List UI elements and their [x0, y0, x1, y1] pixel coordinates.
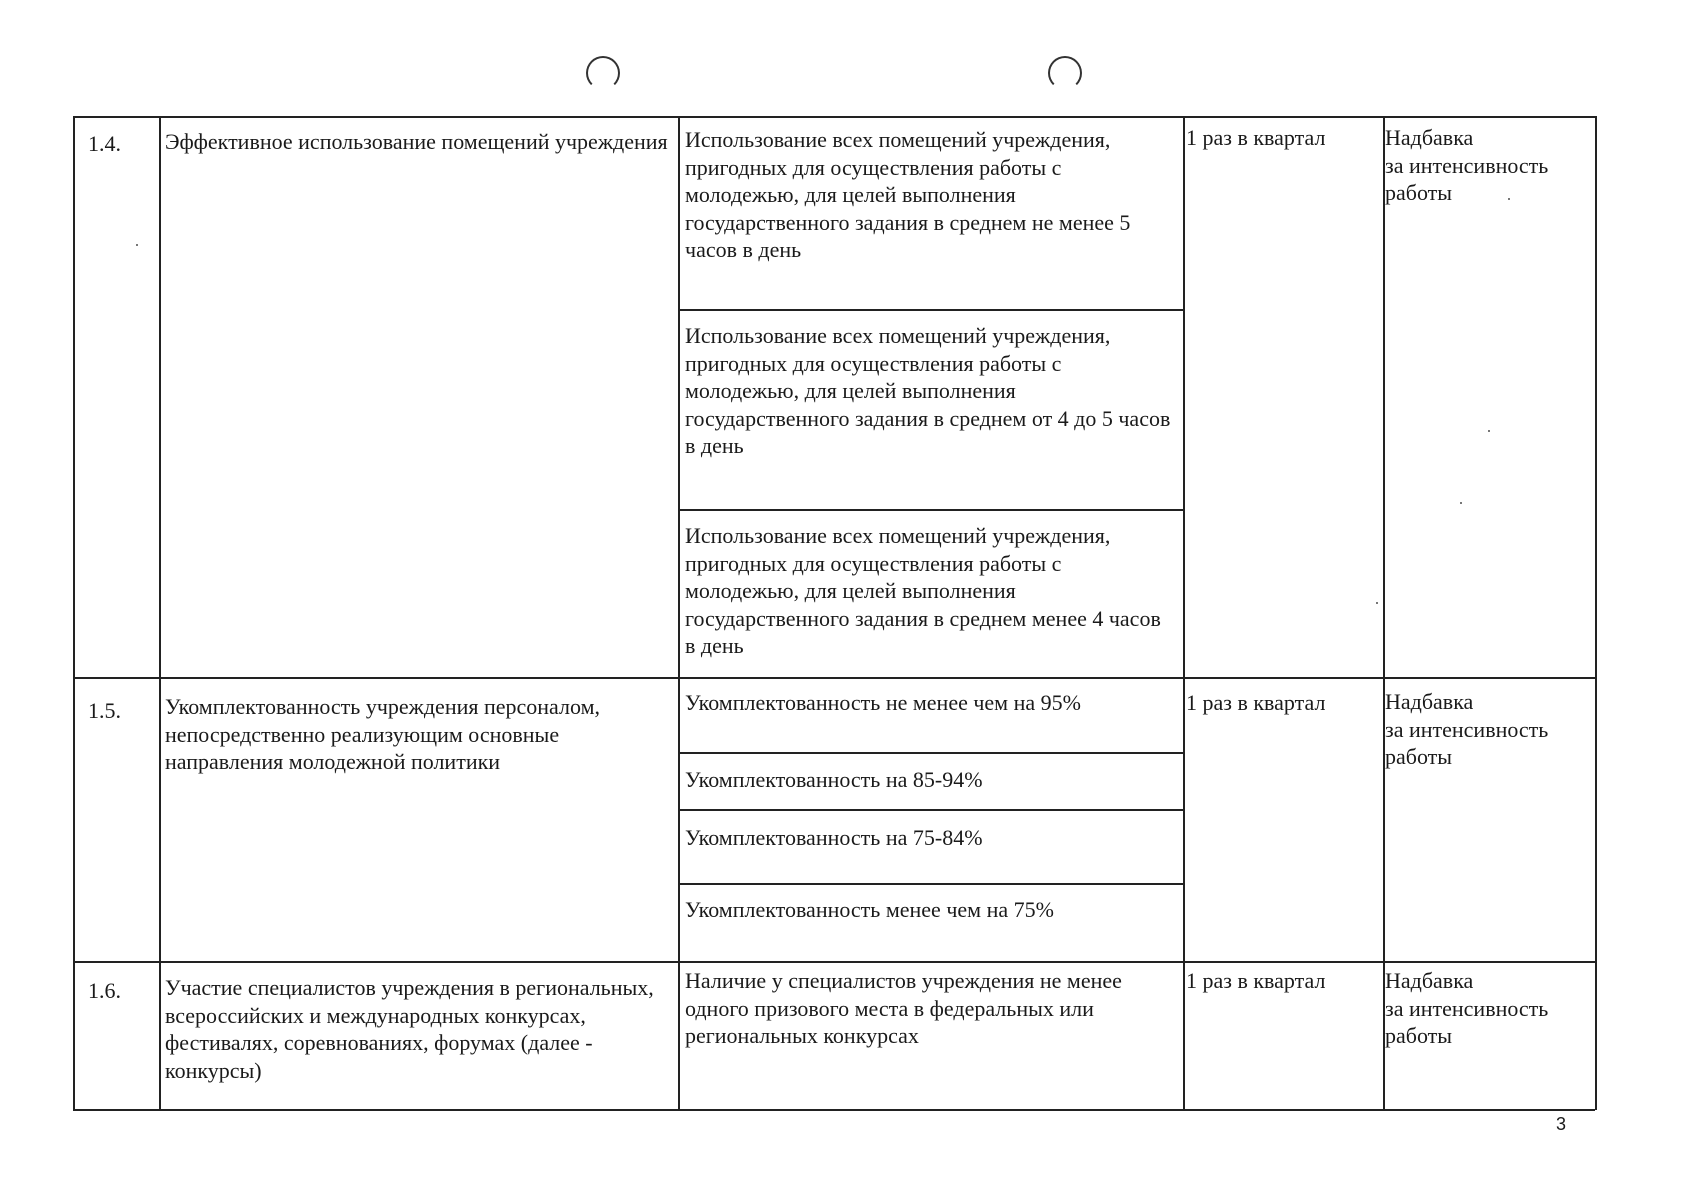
row-divider	[73, 677, 1595, 679]
column-divider	[678, 116, 680, 1110]
indicator-text: Укомплектованность на 75-84%	[685, 825, 983, 850]
column-divider	[159, 116, 161, 1110]
payment-type-text: Надбавка за интенсивность работы	[1385, 968, 1549, 1048]
row-divider	[678, 809, 1183, 811]
criterion-text: Участие специалистов учреждения в региональных, всероссийских и международных конкурсах, фестивалях, соревнованиях, форумах (далее - конкурсы)	[165, 975, 654, 1083]
table-bottom-border	[73, 1109, 1595, 1111]
row-number: 1.4.	[88, 131, 121, 156]
periodicity-text: 1 раз в квартал	[1186, 968, 1326, 993]
indicator-text: Укомплектованность менее чем на 75%	[685, 897, 1054, 922]
row-divider	[678, 309, 1183, 311]
indicator-text: Использование всех помещений учреждения, пригодных для осуществления работы с молодежью, для целей выполнения государственного задания в среднем не менее 5 часов в день	[685, 127, 1131, 262]
criterion-text: Эффективное использование помещений учреждения	[165, 129, 668, 154]
scan-speck	[136, 244, 138, 246]
row-divider	[73, 961, 1595, 963]
periodicity-text: 1 раз в квартал	[1186, 690, 1326, 715]
scan-speck	[1460, 502, 1462, 504]
column-divider	[1183, 116, 1185, 1110]
indicator-text: Использование всех помещений учреждения, пригодных для осуществления работы с молодежью, для целей выполнения государственного задания в среднем от 4 до 5 часов в день	[685, 323, 1171, 458]
indicator-text: Наличие у специалистов учреждения не менее одного призового места в федеральных или региональных конкурсах	[685, 968, 1122, 1048]
row-divider	[678, 752, 1183, 754]
column-divider	[1383, 116, 1385, 1110]
table-left-border	[73, 116, 75, 1110]
indicator-text: Использование всех помещений учреждения, пригодных для осуществления работы с молодежью, для целей выполнения государственного задания в среднем менее 4 часов в день	[685, 523, 1161, 658]
row-divider	[678, 509, 1183, 511]
scan-speck	[1488, 430, 1490, 432]
payment-type-text: Надбавка за интенсивность работы	[1385, 125, 1549, 205]
indicator-text: Укомплектованность на 85-94%	[685, 767, 983, 792]
indicator-text: Укомплектованность не менее чем на 95%	[685, 690, 1081, 715]
periodicity-text: 1 раз в квартал	[1186, 125, 1326, 150]
punch-hole-mark	[1048, 56, 1082, 90]
row-divider	[678, 883, 1183, 885]
punch-hole-mark	[586, 56, 620, 90]
page-number: 3	[1556, 1114, 1567, 1134]
row-number: 1.5.	[88, 698, 121, 723]
payment-type-text: Надбавка за интенсивность работы	[1385, 689, 1549, 769]
table-right-border	[1595, 116, 1597, 1110]
scan-speck	[1376, 602, 1378, 604]
row-number: 1.6.	[88, 978, 121, 1003]
table-top-border	[73, 116, 1595, 118]
criterion-text: Укомплектованность учреждения персоналом, непосредственно реализующим основные направления молодежной политики	[165, 694, 600, 774]
